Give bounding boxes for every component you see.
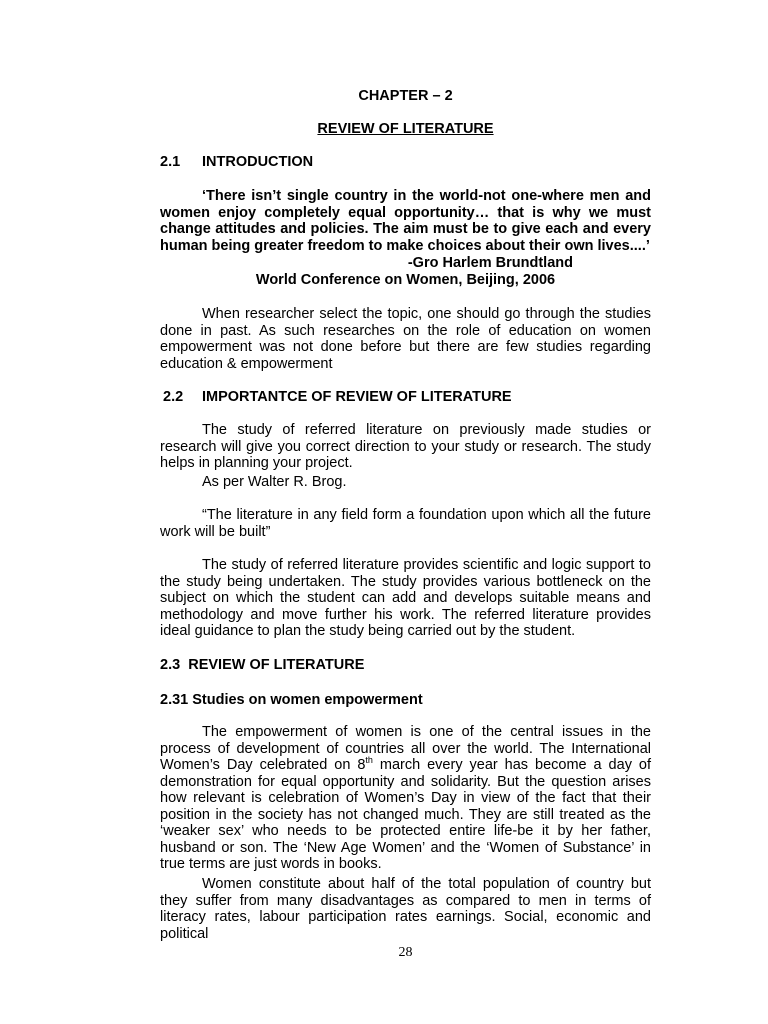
importance-paragraph-1: The study of referred literature on previously made studies or research will give you correct direction to your study or research. The study helps in planning your project.: [160, 422, 651, 471]
quote-attribution-event: World Conference on Women, Beijing, 2006: [255, 272, 556, 288]
intro-paragraph: When researcher select the topic, one should go through the studies done in past. As such researches on the role of education on women empowerment was not done before but there are few studies regarding education & empowerment: [160, 306, 651, 372]
chapter-subtitle-text: REVIEW OF LITERATURE: [317, 121, 494, 137]
intro-quote: ‘There isn’t single country in the world-not one-where men and women enjoy completely equal opportunity… that is why we must change attitudes and policies. The aim must be to give each and every human being greater freedom to make choices about their own lives....’: [160, 188, 651, 254]
empowerment-paragraph-1: [160, 724, 651, 873]
chapter-title: CHAPTER – 2: [358, 88, 453, 104]
section-title: INTRODUCTION: [202, 154, 314, 170]
section-title: REVIEW OF LITERATURE: [188, 657, 365, 673]
empowerment-paragraph-1-part-b: march every year has become a day of demonstration for equal opportunity and solidarity. But the question arises how relevant is celebration of Women’s Day in view of the fact that their position in the society has not changed much. They are still treated as the ‘weaker sex’ who needs to be protected entire life-be it by her father, husband or son. The ‘New Age Women’ and the ‘Women of Substance’ in true terms are just words in books.: [160, 757, 651, 872]
as-per-line: As per Walter R. Brog.: [202, 474, 347, 490]
chapter-subtitle: [160, 121, 651, 138]
section-number: 2.3: [160, 657, 181, 673]
subsection-heading: 2.31 Studies on women empowerment: [160, 692, 423, 708]
literature-quote: “The literature in any field form a foundation upon which all the future work will be built”: [160, 507, 651, 540]
importance-paragraph-2: The study of referred literature provides scientific and logic support to the study being undertaken. The study provides various bottleneck on the subject on which the student can add and develops suitable means and methodology and move further his work. The referred literature provides ideal guidance to plan the study being carried out by the student.: [160, 557, 651, 639]
empowerment-paragraph-2: Women constitute about half of the total population of country but they suffer from many disadvantages as compared to men in terms of literacy rates, labour participation rates earnings. Social, economic and political: [160, 876, 651, 942]
section-2-2-heading: [163, 389, 654, 406]
empowerment-paragraph-1-part-a: The empowerment of women is one of the central issues in the process of development of countries all over the world. The International Women’s Day celebrated on 8: [160, 724, 651, 773]
section-title: IMPORTANTCE OF REVIEW OF LITERATURE: [202, 389, 512, 405]
section-number: 2.1: [160, 154, 181, 170]
section-2-3-heading: [160, 657, 651, 674]
page-number: 28: [398, 945, 413, 960]
section-number: 2.2: [163, 389, 184, 405]
section-2-1-heading: [160, 154, 651, 171]
ordinal-superscript: th: [365, 755, 373, 766]
quote-attribution-name: -Gro Harlem Brundtland: [407, 255, 573, 271]
